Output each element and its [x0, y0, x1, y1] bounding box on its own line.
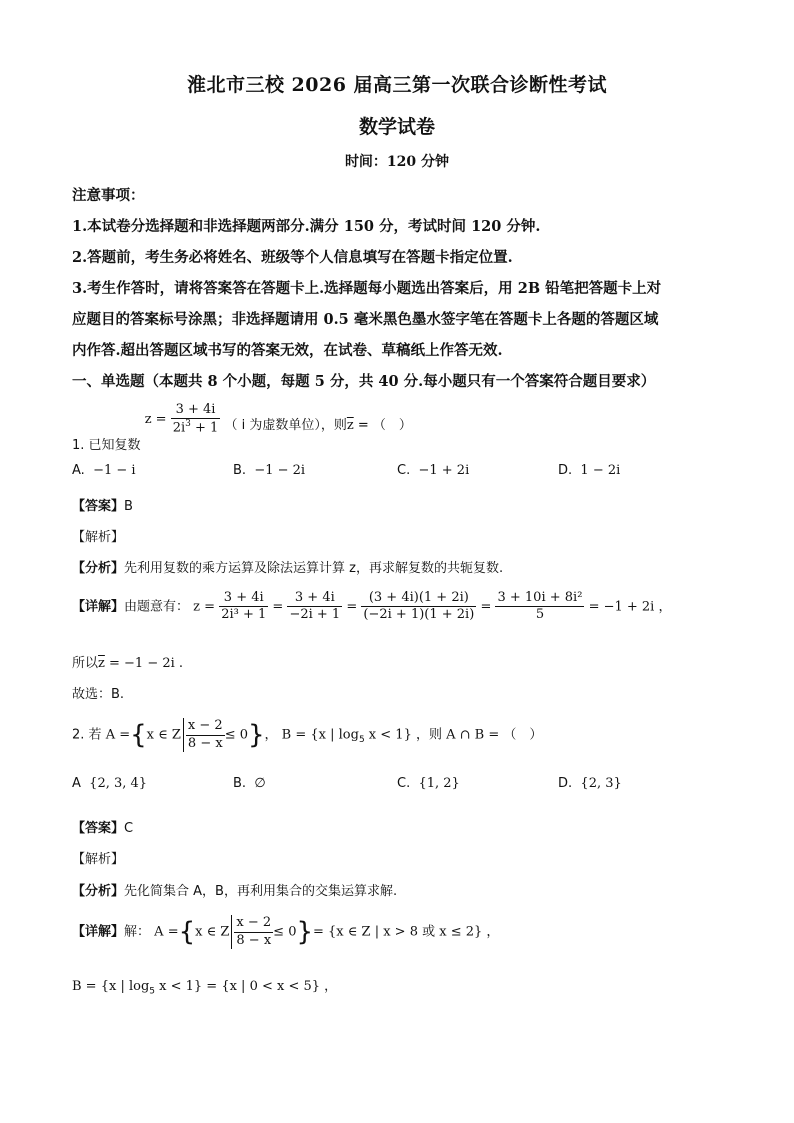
q2-set-a-le0: ≤ 0	[224, 727, 248, 743]
q2-option-a	[72, 776, 147, 791]
question-2: 2. 若 A ={x ∈ Z $\frac{x - 2}{8 - x}$ ≤ 0}， B = {x | $\log_5 x < 1$} ，则 A ∩ B = （ ）	[72, 718, 543, 751]
q1-step-result: = −1 + 2i ，	[588, 599, 672, 615]
q1-so-value: = −1 − 2i .	[104, 656, 184, 671]
q2-detail-elem: x ∈ Z	[195, 924, 230, 940]
q1-option-c-label: C.	[397, 463, 411, 478]
q1-fenxi	[72, 557, 503, 576]
q1-option-d-label: D.	[558, 463, 573, 478]
q2-option-d-value: {2, 3}	[580, 776, 622, 791]
q1-step-z: z =	[193, 599, 216, 615]
q2-option-c	[397, 776, 460, 791]
q1-fraction-den	[171, 419, 221, 437]
q2-set-a-frac-den: 8 − x	[187, 735, 223, 751]
q2-b-line-tail: x < 1} = {x | 0 < x < 5} ，	[155, 979, 338, 994]
q1-xiangjie: 【详解】由题意有： z = $\frac{3 + 4i}{\text{2i³ + 1}}$ = $\frac{3 + 4i}{-2i + 1}$ = $\frac{(3 + 4i)(1 + 2i)}{(-2i + 1)(1 + 2i)}$ = $\frac{\text{3 + 10i + 8i²}}{5}$ = −1 + 2i ，	[72, 590, 672, 623]
q1-choose: 故选：B.	[72, 687, 125, 702]
q2-option-b-label: B.	[233, 776, 247, 791]
q1-option-c	[397, 463, 469, 478]
q2-set-b-line	[72, 975, 337, 997]
notice-item-3-line-1: 3.考生作答时，请将答案答在答题卡上.选择题每小题选出答案后，用 2B 铅笔把答题卡上对	[72, 280, 662, 297]
q1-prefix: 1. 已知复数	[72, 437, 141, 453]
q1-so-zbar: $\overline{z}$	[98, 656, 105, 671]
q2-fenxi-text: 先化简集合 A，B，再利用集合的交集运算求解.	[124, 884, 398, 899]
q2-set-a-elem: x ∈ Z	[146, 727, 181, 743]
q1-analysis-tag: 【解析】	[72, 530, 125, 545]
q2-b-line-base: 5	[149, 986, 155, 997]
q1-answer-value: B	[124, 499, 133, 514]
q2-answer-value: C	[124, 821, 134, 836]
q2-xiangjie-prefix: 解：	[124, 924, 151, 940]
q1-option-a-label: A.	[72, 463, 85, 478]
q1-xiangjie-prefix: 由题意有：	[124, 599, 190, 615]
q1-fraction-num: 3 + 4i	[171, 402, 221, 419]
question-1	[72, 402, 412, 453]
q2-prefix: 2. 若	[72, 727, 102, 743]
q2-detail-result: = {x ∈ Z | x > 8 或 x ≤ 2} ，	[313, 924, 500, 940]
q1-option-c-value: −1 + 2i	[418, 463, 470, 478]
q1-answer	[72, 495, 133, 514]
q1-fraction	[171, 402, 221, 437]
q1-option-a-value: −1 − i	[93, 463, 136, 478]
q1-den-tail: + 1	[190, 420, 219, 436]
q1-step-frac-2-num: 3 + 4i	[287, 590, 342, 607]
q2-fenxi-tag: 【分析】	[72, 884, 125, 899]
q1-step-frac-1	[219, 590, 268, 624]
q2-analysis-tag: 【解析】	[72, 852, 125, 867]
q1-step-frac-4-num: 3 + 10i + 8i²	[495, 590, 584, 607]
q1-option-d-value: 1 − 2i	[580, 463, 621, 478]
q2-option-b-value: ∅	[254, 776, 266, 791]
q2-option-a-value: {2, 3, 4}	[89, 776, 148, 791]
q1-answer-tag: 【答案】	[72, 499, 125, 514]
q2-detail-le0: ≤ 0	[273, 924, 297, 940]
q2-fenxi	[72, 880, 397, 899]
notice-heading: 注意事项：	[72, 187, 145, 204]
q2-set-b-tail: x < 1} ，则 A ∩ B = （ ）	[364, 727, 543, 743]
q1-step-frac-3	[361, 590, 476, 624]
q1-step-frac-3-den: (−2i + 1)(1 + 2i)	[363, 607, 475, 623]
q2-detail-frac-num: x − 2	[234, 915, 273, 932]
q2-option-c-label: C.	[397, 776, 411, 791]
q1-fenxi-text: 先利用复数的乘方运算及除法运算计算 z，再求解复数的共轭复数.	[124, 561, 504, 576]
exam-subject: 数学试卷	[358, 116, 435, 138]
q1-step-frac-4-den: 5	[535, 607, 545, 623]
q1-den-base: 2i	[172, 420, 186, 436]
q2-option-b	[233, 776, 266, 791]
q1-step-frac-1-den: 2i³ + 1	[221, 607, 267, 623]
q2-option-d-label: D.	[558, 776, 573, 791]
q2-detail-lhs: A =	[154, 924, 179, 940]
q1-step-frac-2-den: −2i + 1	[289, 607, 341, 623]
q2-set-a-frac	[186, 718, 225, 752]
q2-log-base: 5	[358, 735, 365, 746]
q1-option-a	[72, 463, 136, 478]
notice-item-1: 1.本试卷分选择题和非选择题两部分.满分 150 分，考试时间 120 分钟.	[72, 218, 541, 235]
q1-step-frac-3-num: (3 + 4i)(1 + 2i)	[361, 590, 476, 607]
exam-time: 时间：120 分钟	[344, 154, 450, 170]
q2-xiangjie: 【详解】解： A ={x ∈ Z $\frac{x - 2}{8 - x}$ ≤ 0}= {x ∈ Z | x > 8 或 x ≤ 2} ，	[72, 915, 500, 948]
q1-option-b-value: −1 − 2i	[254, 463, 306, 478]
notice-item-3-line-2: 应题目的答案标号涂黑；非选择题请用 0.5 毫米黑色墨水签字笔在答题卡上各题的答题区域	[72, 311, 659, 328]
section-1-heading: 一、单选题（本题共 8 个小题，每题 5 分，共 40 分.每小题只有一个答案符合题目要求）	[72, 373, 656, 390]
q2-option-a-label: A	[72, 776, 81, 791]
q2-set-b: ， B = {x | log	[264, 727, 359, 743]
q1-suffix: = （ ）	[353, 417, 412, 433]
notice-item-2: 2.答题前，考生务必将姓名、班级等个人信息填写在答题卡指定位置.	[72, 249, 513, 266]
q1-step-frac-1-num: 3 + 4i	[219, 590, 268, 607]
q2-detail-frac	[234, 915, 273, 949]
q1-so-prefix: 所以	[72, 656, 99, 671]
q1-z-eq: z =	[144, 411, 167, 427]
exam-title: 淮北市三校 2026 届高三第一次联合诊断性考试	[186, 74, 608, 96]
q1-den-exp: 3	[185, 419, 191, 430]
q1-so	[72, 652, 183, 671]
q2-option-d	[558, 776, 622, 791]
q1-option-b	[233, 463, 305, 478]
q1-fenxi-tag: 【分析】	[72, 561, 125, 576]
q1-xiangjie-tag: 【详解】	[72, 599, 125, 615]
q2-xiangjie-tag: 【详解】	[72, 924, 125, 940]
q2-answer-tag: 【答案】	[72, 821, 125, 836]
q2-option-c-value: {1, 2}	[418, 776, 460, 791]
q1-middle: （ i 为虚数单位），则	[224, 417, 347, 433]
q1-step-frac-2	[287, 590, 342, 624]
q2-answer	[72, 817, 133, 836]
q1-step-frac-4	[495, 590, 584, 624]
q1-option-d	[558, 463, 620, 478]
q2-detail-frac-den: 8 − x	[236, 932, 272, 948]
q2-b-line-pre: B = {x | log	[72, 979, 150, 994]
q1-zbar: $\overline{z}$	[346, 417, 354, 433]
q1-option-b-label: B.	[233, 463, 247, 478]
q2-set-a-lhs: A =	[105, 727, 131, 743]
q2-set-a-frac-num: x − 2	[186, 718, 225, 735]
notice-item-3-line-3: 内作答.超出答题区域书写的答案无效，在试卷、草稿纸上作答无效.	[72, 342, 503, 359]
